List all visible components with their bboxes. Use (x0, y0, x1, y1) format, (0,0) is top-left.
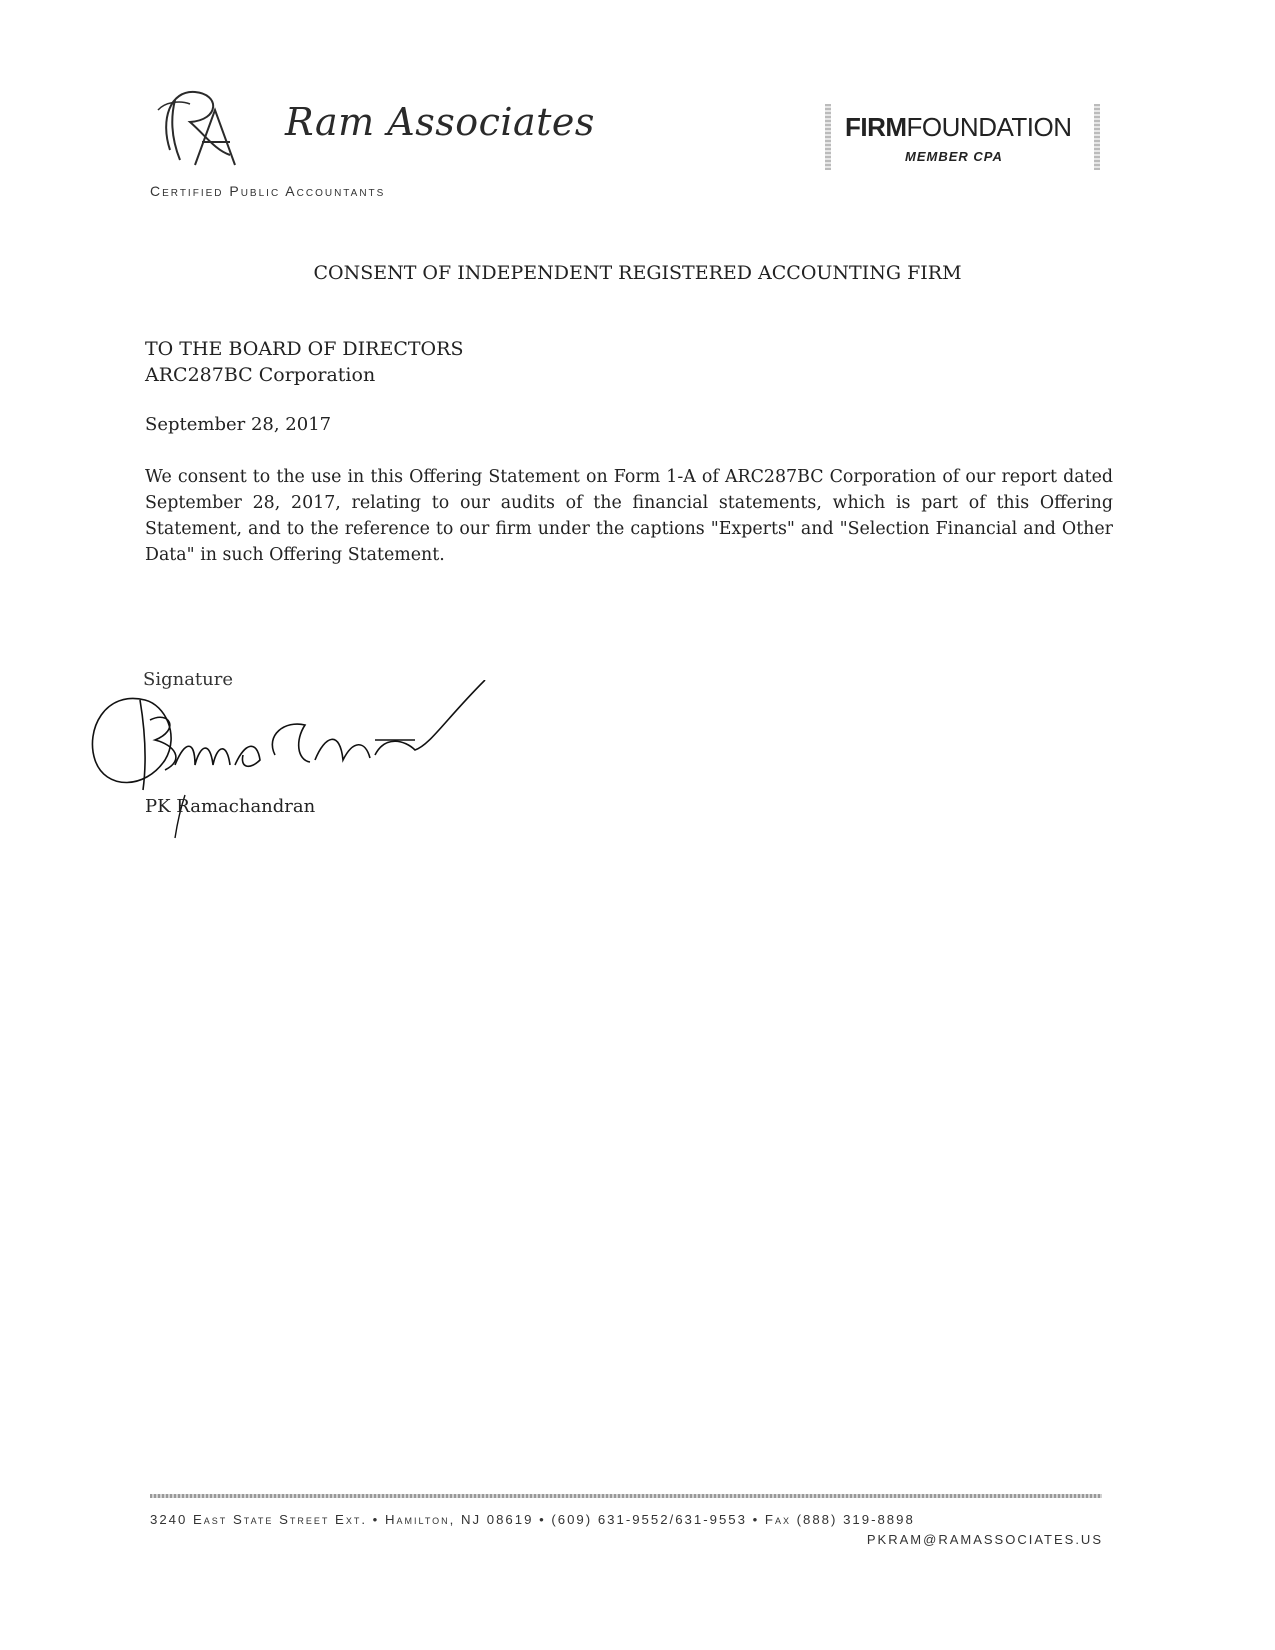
addressee-line-1: TO THE BOARD OF DIRECTORS (145, 338, 464, 360)
footer-email: PKRAM@RAMASSOCIATES.US (866, 1532, 1103, 1547)
document-title: CONSENT OF INDEPENDENT REGISTERED ACCOUNTING FIRM (313, 262, 962, 284)
badge-left-bar (825, 104, 831, 170)
signer-name: PK Ramachandran (145, 796, 316, 817)
firm-tagline: Certified Public Accountants (150, 183, 386, 199)
badge-right-bar (1094, 104, 1100, 170)
footer-address: 3240 East State Street Ext. • Hamilton, NJ 08619 • (609) 631-9552/631-9553 • Fax (888) 319-8898 (150, 1512, 915, 1527)
firm-foundation-badge (825, 104, 1100, 170)
badge-title-rest: FOUNDATION (906, 112, 1072, 142)
badge-title-bold: FIRM (845, 112, 907, 142)
ra-monogram-logo (150, 80, 250, 170)
badge-subtitle: MEMBER CPA (905, 149, 1003, 164)
footer-divider (150, 1494, 1102, 1498)
badge-title (845, 112, 1072, 143)
consent-paragraph: We consent to the use in this Offering Statement on Form 1-A of ARC287BC Corporation of our report dated September 28, 2017, relating to our audits of the financial statements, which is part of this Offering Statement, and to the reference to our firm under the captions "Experts" and "Selection Financial and Other Data" in such Offering Statement. (145, 467, 1113, 565)
letter-date: September 28, 2017 (145, 414, 332, 435)
addressee-line-2: ARC287BC Corporation (145, 364, 376, 386)
signature-label: Signature (143, 669, 234, 690)
firm-name: Ram Associates (285, 100, 595, 144)
